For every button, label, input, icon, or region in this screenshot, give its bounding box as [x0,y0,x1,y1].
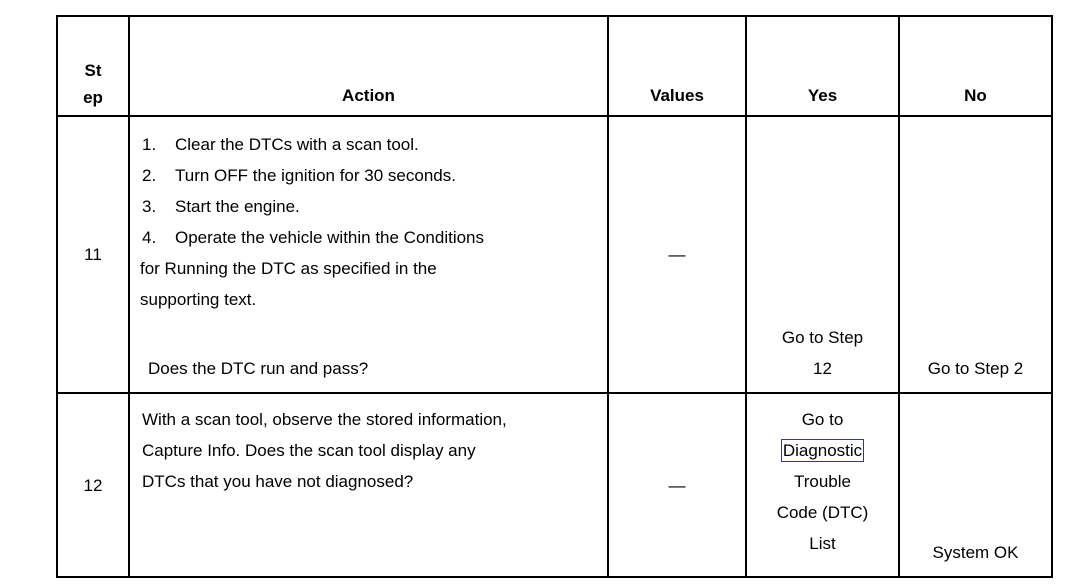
table-row-step-12 [57,393,1052,577]
header-no: No [899,16,1052,116]
header-step-line2: ep [83,88,103,107]
yes-text-line: Trouble [793,472,851,491]
list-item-text: Start the engine. [175,197,300,216]
header-step-line1: St [84,61,102,80]
action-text-line: With a scan tool, observe the stored information, [142,410,507,429]
yes-text-line: Go to [801,410,844,429]
no-cell: Go to Step 2 [899,116,1052,393]
list-item [142,222,597,253]
values-cell: — [608,116,746,393]
action-cell [129,393,608,577]
step-number: 12 [57,393,129,577]
action-question: Does the DTC run and pass? [148,359,369,378]
list-item [142,160,597,191]
list-item-text: Turn OFF the ignition for 30 seconds. [175,166,456,185]
table-row-step-11 [57,116,1052,393]
yes-cell [746,116,899,393]
list-item-number: 2. [142,166,157,185]
header-action: Action [129,16,608,116]
action-text-line: DTCs that you have not diagnosed? [142,472,414,491]
action-continuation: for Running the DTC as specified in the [140,259,437,278]
header-row [57,16,1052,116]
header-yes: Yes [746,16,899,116]
list-item-text: Clear the DTCs with a scan tool. [175,135,419,154]
diagnostic-trouble-code-list-link[interactable]: Diagnostic [782,441,863,460]
yes-text-line: 12 [813,359,832,378]
diagnostic-table [56,15,1053,578]
action-cell [129,116,608,393]
list-item [142,191,597,222]
yes-text-line: Code (DTC) [776,503,869,522]
yes-text-line: Go to Step [781,328,864,347]
header-step [57,16,129,116]
list-item-text: Operate the vehicle within the Conditions [175,228,485,247]
list-item-number: 4. [142,228,157,247]
no-cell: System OK [899,393,1052,577]
list-item [142,129,597,160]
action-text-line: Capture Info. Does the scan tool display any [142,441,476,460]
values-cell: — [608,393,746,577]
list-item-number: 3. [142,197,157,216]
action-steps-list [142,129,597,253]
header-values: Values [608,16,746,116]
list-item-number: 1. [142,135,157,154]
yes-text-line: List [809,534,836,553]
yes-cell [746,393,899,577]
step-number: 11 [57,116,129,393]
action-continuation: supporting text. [140,290,257,309]
